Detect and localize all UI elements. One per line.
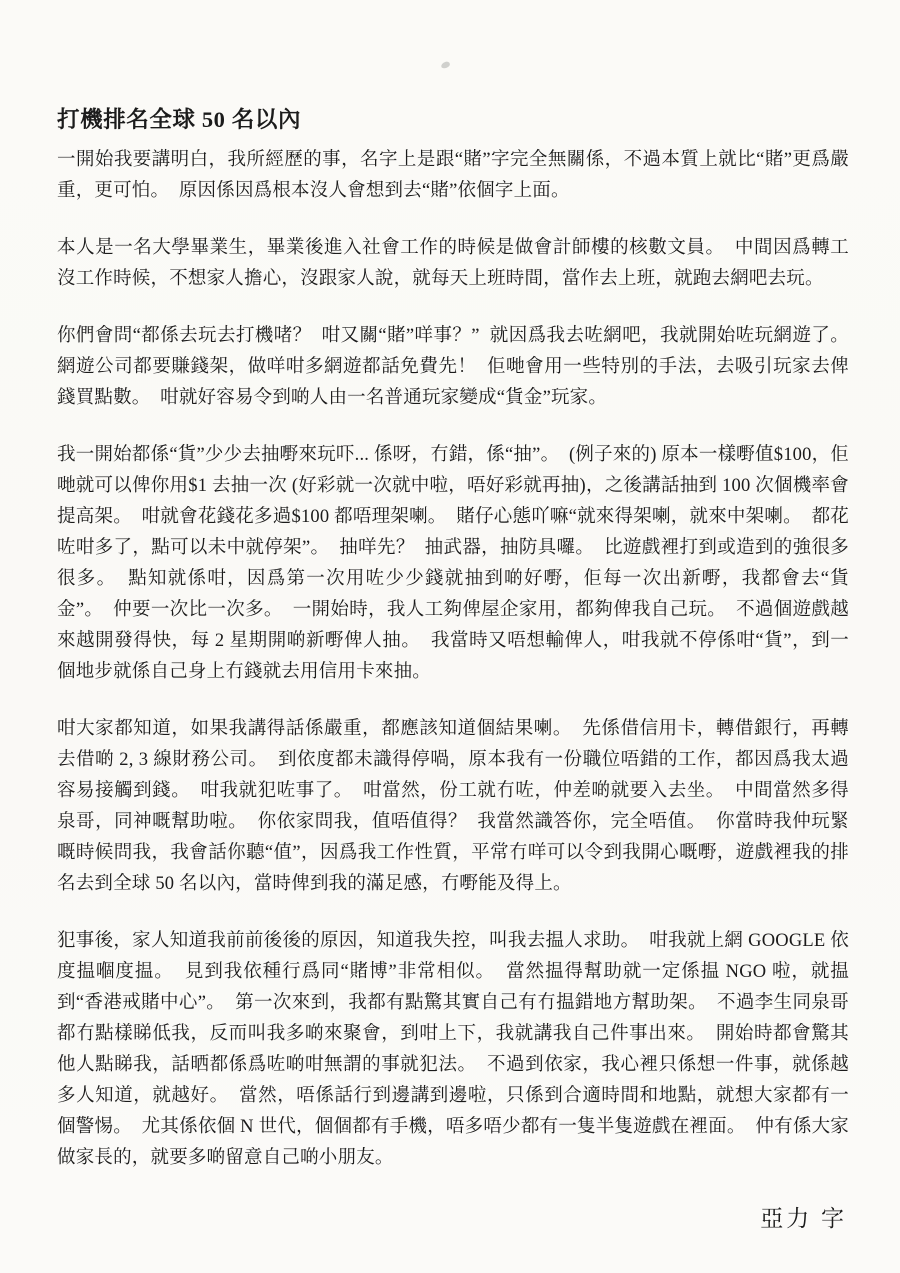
paragraph-intro: 一開始我要講明白，我所經歷的事，名字上是跟“賭”字完全無關係，不過本質上就比“賭”更爲嚴重，更可怕。 原因係因爲根本沒人會想到去“賭”依個字上面。 [57, 150, 849, 201]
signature: 亞力 字 [760, 1206, 847, 1231]
scan-smudge-mark [440, 61, 450, 69]
document-title [57, 102, 849, 134]
paragraph-background: 本人是一名大學畢業生，畢業後進入社會工作的時候是做會計師樓的核數文員。 中間因爲轉工沒工作時候，不想家人擔心，沒跟家人說，就每天上班時間，當作去上班，就跑去網吧去玩。 [57, 238, 849, 289]
paragraph-recovery: 犯事後，家人知道我前前後後的原因，知道我失控，叫我去揾人求助。 咁我就上網 GOOGLE 依度揾嗰度揾。 見到我依種行爲同“賭博”非常相似。 當然揾得幫助就一定係揾 NGO 啦，就揾到“香港戒賭中心”。 第一次來到，我都有點驚其實自己有冇揾錯地方幫助架。 不過李生同泉哥都冇點樣睇低我，反而叫我多啲來聚會，到咁上下，我就講我自己件事出來。 開始時都會驚其他人點睇我，話晒都係爲咗啲咁無謂的事就犯法。 不過到依家，我心裡只係想一件事，就係越多人知道，就越好。 當然，唔係話行到邊講到邊啦，只係到合適時間和地點，就想大家都有一個警惕。 尤其係依個 N 世代，個個都有手機，唔多唔少都有一隻半隻遊戲在裡面。 仲有係大家做家長的，就要多啲留意自己啲小朋友。 [57, 931, 849, 1168]
paragraph-consequences: 咁大家都知道，如果我講得話係嚴重，都應該知道個結果喇。 先係借信用卡，轉借銀行，再轉去借啲 2, 3 線財務公司。 到依度都未識得停喎，原本我有一份職位唔錯的工作，都因爲我太過容易接觸到錢。 咁我就犯咗事了。 咁當然，份工就冇咗，仲差啲就要入去坐。 中間當然多得泉哥，同神嘅幫助啦。 你依家問我，值唔值得？ 我當然識答你，完全唔值。 你當時我仲玩緊嘅時候問我，我會話你聽“值”，因爲我工作性質，平常冇咩可以令到我開心嘅嘢，遊戲裡我的排名去到全球 50 名以內，當時俾到我的滿足感，冇嘢能及得上。 [57, 719, 849, 894]
paragraph-gacha: 我一開始都係“貨”少少去抽嘢來玩吓... 係呀，冇錯，係“抽”。 (例子來的) 原本一樣嘢值$100，佢哋就可以俾你用$1 去抽一次 (好彩就一次就中啦，唔好彩就再抽)，之後講話抽到 100 次個機率會提高架。 咁就會花錢花多過$100 都唔理架喇。 賭仔心態吖嘛“就來得架喇，就來中架喇。 都花咗咁多了，點可以未中就停架”。 抽咩先？ 抽武器，抽防具囉。 比遊戲裡打到或造到的強很多很多。 點知就係咁，因爲第一次用咗少少錢就抽到啲好嘢，佢每一次出新嘢，我都會去“貨金”。 仲要一次比一次多。 一開始時，我人工夠俾屋企家用，都夠俾我自己玩。 不過個遊戲越來越開發得快，每 2 星期開啲新嘢俾人抽。 我當時又唔想輸俾人，咁我就不停係咁“貨”，到一個地步就係自己身上冇錢就去用信用卡來抽。 [57, 445, 849, 682]
document-title-text: 打機排名全球 50 名以內 [57, 107, 302, 132]
paragraph-online-games: 你們會問“都係去玩去打機啫？ 咁又關“賭”咩事？” 就因爲我去咗網吧，我就開始咗玩網遊了。 網遊公司都要賺錢架，做咩咁多網遊都話免費先！ 佢哋會用一些特別的手法，去吸引玩家去俾錢買點數。 咁就好容易令到啲人由一名普通玩家變成“貨金”玩家。 [57, 326, 859, 408]
